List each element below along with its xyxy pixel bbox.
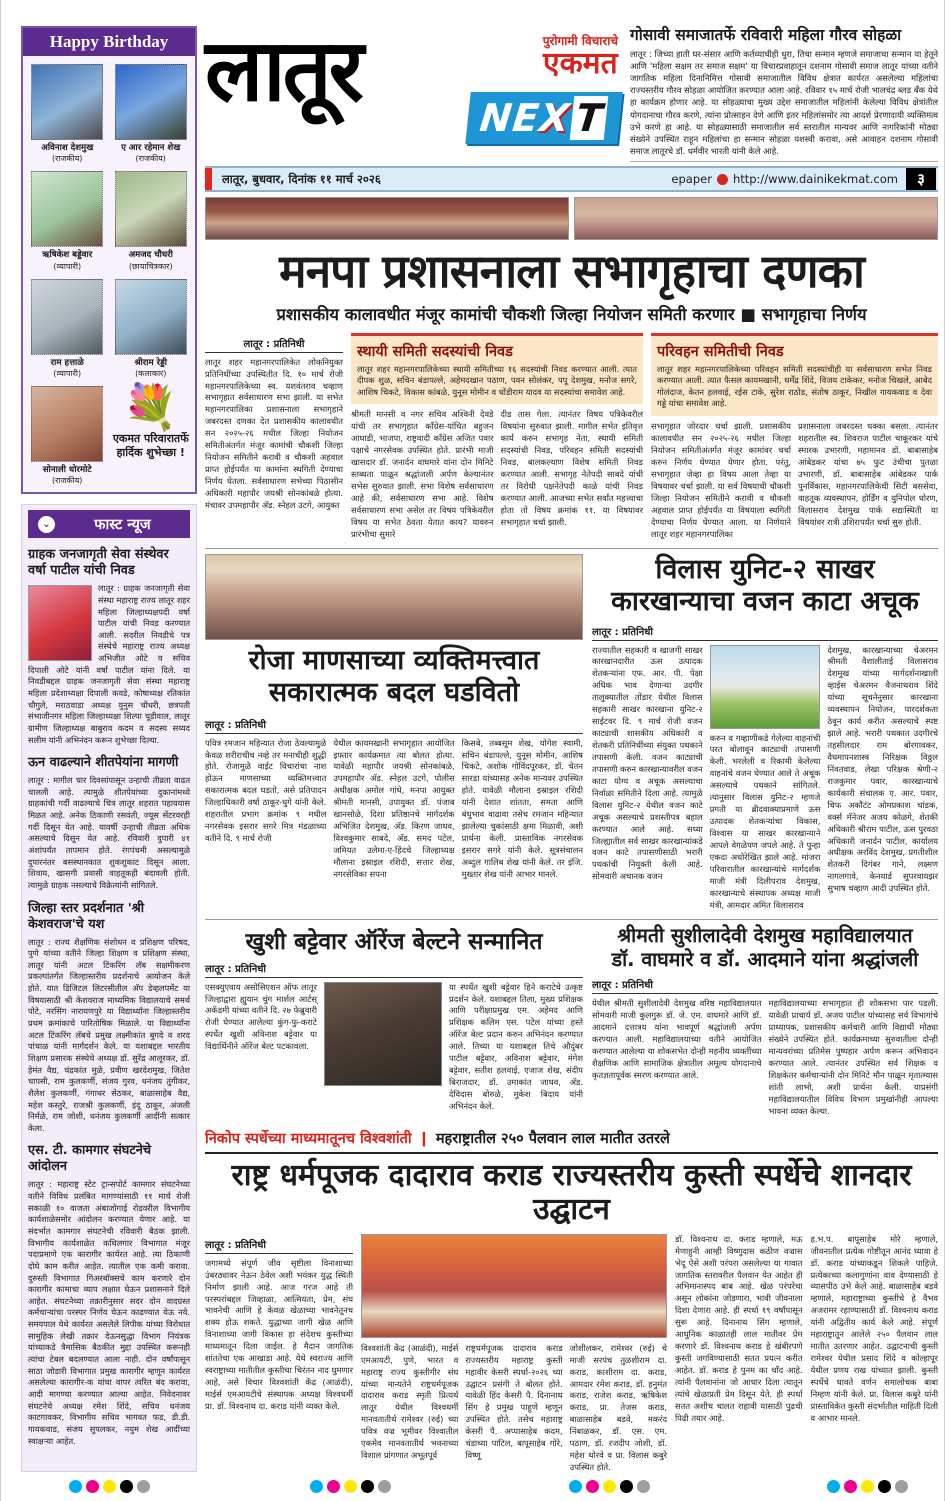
fast-news-body: लातूर : ग्राहक जनजागृती सेवा संस्था महाराष्ट्र राज्य लातूर शहर महिला जिल्हाध्यक्षपदी वर्षा पाटील यांची निवड करण्यात आली. सदरील निवडीचे पत्र संस्थेचे महाराष्ट्र राज्य अध्यक्ष अभिजीत ओटे व सचिव दिपाली ओटे यांनी वर्षा पाटील यांना दिले. या निवडीबद्दल ग्राहक जनजागृती सेवा संस्था महाराष्ट्र महिला प्रदेशाध्यक्षा दिपाली कवडे, कोषाध्यक्ष रतिकांत चौगुले, मराठवाडा अध्यक्ष युनुस चौधरी, छत्रपती संभाजीनगर महिला जिल्हाध्यक्षा शिल्पा चूडीवाल, लातूर ग्रामीण जिल्हाध्यक्ष बाबुराव कदम व सदस्य सय्यद सलीम यांनी अभिनंदन करून शुभेच्छा दिल्या. [28,583,190,745]
story-text: एसक्युएवाय असोसिएशन ऑफ लातूर जिल्हाद्वारा ह्युयान चुंग मार्शल आर्टस् अकॅडमी यांच्या वतीने दि. २७ फेब्रुवारी रोजी घेण्यात आलेल्या कुंग-फु-कराटे स्पर्धेत खुशी अविनाश बट्टेवार या विद्यार्थिनीने ऑरेंज बेल्ट पटकावला. [205,981,318,1052]
byline: लातूर : प्रतिनिधी [205,714,583,734]
story-text: लातूर शहर महानगरपालिकेत लोकनियुक्त प्रतिनिधींच्या उपस्थितीत दि. १० मार्च रोजी महानगरपालिकेच्या स्व. यशवंतराव चव्हाण सभागृहात सर्वसाधारण सभा झाली. या सभेत महानगरपालिका प्रशासनाला सभागृहाने जबरदस्त दणका देत प्रशासकीय कालावधीत सन २०२५-२६ मधील जिल्हा नियोजन समितीअंतर्गत मंजूर कामांची चौकशी जिल्हा नियोजन समितीने करावी व चौकशी अहवाल प्राप्त होईपर्यंत या कामांना स्थगिती देण्याचा निर्णय घेतला. सर्वसाधारण सभेच्या पिठासीन अधिकारी महापौर जयश्री सोनकांबळे होत्या. मंचावर उपमहापौर अ‍ॅड. स्नेहल उटगे, आयुक्त [205,356,343,510]
portrait-photo [31,171,103,247]
newspaper-city-title: लातूर [205,21,361,121]
story-text: डॉ. विश्वनाथ दा. कराड म्हणाले, मऊ मेणाहुनी आम्ही विष्णुदास कठीण वज्रास भेदू ऐसे अशी परंपरा असलेल्या या गावात जागतिक स्तरावरील पैलवान येत आहेत ही अभिमानास्पद बाब आहे. खेळ परंपरेचा असून लोकांना जोडणारा, भावी जीवनाला दिशा देणारा आहे. ही स्पर्धा १९ वर्षांपासून सुरू आहे. दिनानाथ सिंग म्हणाले, आधुनिक काळातही लाल मातीवर प्रेम करणारे डॉ. विश्वनाथ कराड हे खंबीरपणे कुस्ती जगविण्यासाठी सतत प्रयत्न करीत आहेत. डॉ. कराड हे पुनम का चाँद आहे. त्यांनी पैलवानांना जो आधार दिला त्यातून त्यांचे खेळाप्रती प्रेम दिसून येते. ही स्पर्धा सतत अशीच चालत राहावी यासाठी पुढची पिढी तयार आहे. [675,1233,803,1423]
epaper-icon [717,174,728,185]
belt-award-photo [324,982,442,1086]
transport-committee-block [651,333,938,541]
box-body: लातूर शहर महानगरपालिकेच्या स्थायी समितीच्या १६ सदस्यांची निवड करण्यात आली. त्यात दीपक शुळ, सचिन बंडापल्ले, अहेमदखान पठाण, पवन सोलंकर, पपू देशमुख, मनोज सगरे, आशिष चिकटे, विकास कांबळे, युनूस मोमीन व धोंडीराम यादव या सदस्यांचा समावेश आहे. [357,363,637,397]
article-headline [592,924,938,973]
wrestling-photo-block [361,1234,667,1474]
next-logo-ne: NE [477,96,543,140]
article-columns [592,998,938,1117]
dateline: लातूर, बुधवार, दिनांक ११ मार्च २०२६ [222,171,381,186]
person-name: अविनाश देशमुख [41,143,94,153]
print-registration-marks [310,1480,391,1493]
person-name: श्रीराम रेड्डी [134,357,168,368]
story-text: राष्ट्रधर्मपूजक दादाराव कराड राज्यस्तरीय महाराष्ट्र कुस्ती महावीर केसरी स्पर्धा-२०२६ च्या उद्घाटन प्रसंगी ते बोलत होते. यावेळी हिंद केसरी पै. दिनानाथ सिंग हे प्रमुख पाहुणे म्हणून उपस्थित होते. तसेच महाराष्ट्र केसरी पै. अप्पासाहेब कदम, चंडाच्या पाटिल, बापूसाहेब गोरे, विष्णू [465,1342,563,1461]
article-vilas [592,554,938,912]
standing-committee-box [351,333,643,405]
story-text: विश्वशांती केंद्र (आळंदी), माईर्स एमआयटी, पुणे, भारत व महाराष्ट्र राज्य कुस्तीगीर संघ यांच्या मान्यतेने राष्ट्रधर्मपूजक दादाराव कराड स्मृती प्रित्यर्थ लातूर येथील विश्वधर्मी मानवतातीर्थ रामेश्वर (रुई) च्या पवित्र वज्र भूमीवर विश्वातील एकमेव मानवतातीर्थ भवनाच्या विशाल प्रांगणात अभूतपूर्व [361,1342,459,1461]
article-columns [592,645,938,912]
meeting-stage-photo [205,197,569,240]
lead-story-columns [205,333,938,541]
article-gosavi [630,26,938,162]
sugar-factory-photo [710,645,821,729]
article-columns [205,738,583,881]
main-area [205,21,939,1495]
print-registration-marks [21,1472,197,1495]
person-name: सोनाली धोरमोटे [42,464,92,475]
magenta-dot [586,1480,599,1493]
date-bar [205,166,938,192]
story-text: जोशीलकर, रामेश्वर (रुई) चे माजी सरपंच तुळशीराम दा. कराड, काशीराम दा. कराड, आमदार रमेश कराड, डॉ. हनुमंत कराड, राजेश कराड, ऋषिकेश कराड, प्रा. तेजस कराड, बाळासाहेब बडवे, मकरंद निंबाळकर, डॉ. एस. एम. पठाण, डॉ. रजदीप जोशी, डॉ. महेश थोरवे व प्रा. विलास कबुरे उपस्थित होते. [569,1342,667,1473]
bouquet-icon: 💐 [123,381,179,433]
wrestling-article [205,1234,938,1474]
page-number: ३ [906,168,936,190]
birthday-person [28,279,107,379]
fast-news-heading: ऊन वाढल्याने शीतपेयांना मागणी [28,755,179,771]
happy-birthday-title: Happy Birthday [23,28,195,56]
lead-photo-row [205,197,938,240]
birthday-grid [23,56,195,492]
story-text: करुन व गव्हाणीकडे गेलेल्या वाहनांची परत बोलावून काट्याची तपासणी केली. भरलेली व रिकामी केलेल्या वाहनांचे वजन घेण्यात आले ते अचूक असल्याचे पथकाने सांगितले. त्यानुसार विलास युनिट-२ म्हणजे प्रगती या ब्रीदवाक्याप्रमाणे ऊस उत्पादक शेतकऱ्यांचा विकास, विश्वास या साखर कारखान्याने आपले वेगळेपण जपले आहे. ते पुन्हा एकदा अधोरेखित झाले आहे. मांजरा परिवारातील कारखान्यांचे मार्गदर्शक माजी मंत्री दिलीपराव देशमुख, कारखान्याचे संस्थापक अध्यक्ष माजी मंत्री, आमदार अमित विलासराव [709,732,821,910]
byline: लातूर : प्रतिनिधी [205,1234,353,1254]
happy-birthday-box [21,26,197,494]
portrait-photo [115,279,187,355]
black-dot [361,1480,374,1493]
fast-news-body: लातूर : राज्य शैक्षणिक संशोधन व प्रशिक्षण परिषद, पुणे यांच्या वतीने जिल्हा शिक्षण व प्रशिक्षण संस्था, लातूर यांनी अटल टिंकरिंग लॅब सक्षमीकरण प्रकल्पांतर्गत जिल्हास्तरीय प्रदर्शनाचे आयोजन केले होते. यात डिजिटल लिटरसीतील अ‍ॅप डेव्हलपमेंट या विषयासाठी श्री केशवराज माध्यमिक विद्यालयाचे समर्थ पोटे, नरसिंग नारायणपुरे या विद्यार्थ्यांना जिल्हास्तरीय प्रथम क्रमांकाचे पारितोषिक मिळाले. या विद्यार्थ्यांना अटल टिंकरिंग लॅबचे प्रमुख लक्ष्मीकांत बुगदे व शरद पांचाळ यांनी मार्गदर्शन केले. या यशाबद्दल भारतीय शिक्षण प्रसारक संस्थेचे अध्यक्ष डॉ. सुरेंद्र आलूरकर, डॉ. हेमंत वैद्य, चंद्रकांत मुळे, प्रवीण खरदेशमुख, जितेश चापसी, राम कुलकर्णी, संजय गुरव, धनंजय तुंगीकर, शैलेश कुलकर्णी, गंगाधर सेठकर, बाळासाहेब वैद्य, महेश कस्तुरे, राजश्री कुलकर्णी, इंदू ठाकूर, अंजली निर्मळे, राम जोशी, धनंजय कुलकर्णी आदींनी सत्कार केला. [28,936,190,1133]
print-registration-marks [569,1480,650,1493]
person-name: अमजद चौधरी [128,250,173,261]
wrestling-kicker [205,1125,938,1154]
epaper-url[interactable]: http://www.dainikekmat.com [732,172,898,187]
portrait-photo [31,386,103,462]
epaper-block [671,172,906,186]
next-logo-t: T [570,96,609,140]
person-role: (राजकीय) [52,476,83,486]
next-logo-x: X [537,96,572,140]
person-role: (छायाचित्रकार) [128,261,173,271]
headline-line1: श्रीमती सुशीलादेवी देशमुख महाविद्यालयात [617,923,913,947]
next-logo [465,92,622,144]
lead-subheadline: प्रशासकीय कालावधीत मंजूर कामांची चौकशी जिल्हा नियोजन समिती करणार ■ सभागृहाचा निर्णय [276,304,867,324]
yellow-dot [103,1480,116,1493]
gray-dot [378,1480,391,1493]
portrait-photo [115,171,187,247]
story-text: ह.भ.प. बापूसाहेब मोरे म्हणाले, जीवनातील प्रत्येक गोष्टीतून आनंद घ्यावा हे डॉ. कराड यांच्याकडून शिकले पाहिजे. प्रत्येकाच्या कलागुणांना वाव देण्यासाठी हे व्यासपीठ उभे केले आहे. बाळासाहेब बडवे म्हणाले, महाराष्ट्राच्या कुस्तीचे हे वैभव अजरामर रहाण्यासाठी डॉ. विश्वनाथ कराड यांनी अद्वितीय कार्य केले आहे. संपूर्ण महाराष्ट्रातून आलेले २५० पैलवान लाल मातीत उतरणार आहेत. उद्घाटनाची कुस्ती रामेश्वर येथील प्रसाद शिंदे व कोल्हापूर येथील प्रणय राख यांच्यात झाली. कुस्ती स्पर्धेचे धावते वर्णन समालोचक बाबा निम्हण यांनी केले. प्रा. विलास कबुरे यांनी प्रास्ताविकेत कुस्ती संदर्भातील माहिती दिली व आभार मानले. [810,1233,938,1423]
person-role: (राजकीय) [52,154,83,164]
story-two-columns [351,409,643,540]
print-registration-marks [827,1480,908,1493]
birthday-person [112,64,191,164]
black-dot [878,1480,891,1493]
story-mid-col [710,645,821,912]
transport-committee-box [651,333,938,416]
birthday-person [112,279,191,379]
story-text: सभागृहात जोरदार चर्चा झाली. प्रशासकीय कालावधीत सन २०२५-२६ मधील जिल्हा नियोजन समितीअंतर्गत मंजूर कामांवर चर्चा करुन निर्णय घेण्यात येणार होता. परंतु, सभागृहात जेव्हा हा विषय आला तेव्हा या विषयावर चर्चा झाली. या सर्व विषयाची चौकशी जिल्हा नियोजन समितीने करावी व चौकशी अहवाल प्राप्त होईपर्यंत या विषयाला स्थगिती देण्याचा निर्णय घेण्यात आला. या निर्णयाने लातूर शहर महानगरपालिका [651,421,791,539]
wrestling-inauguration-photo [361,1234,667,1338]
wrestling-col1 [205,1234,353,1474]
fast-news-header [28,510,190,538]
article-body: लातूर : जिच्या हाती घर-संसार आणि कर्तव्याचीही धुरा, तिचा सन्मान म्हणजे समाजाचा सन्मान या हेतूने आणि 'महिला सक्षम तर समाज सक्षम' या विचारप्रवाहातून दशनाम गोसावी समाज लातूर यांच्या वतीने जागतिक महिला दिनानिमित्त गोसावी समाजातील विविध क्षेत्रात कार्यरत असलेल्या महिलांचा राज्यस्तरीय गौरव सोहळा आयोजित करण्यात आला आहे. रविवार १५ मार्च रोजी भालचंद्र ब्लड बँक येथे हा कार्यक्रम होणार आहे. या सोहळ्याचा मुख्य उद्देश समाजातील महिलांनी केलेल्या विविध क्षेत्रांतील योगदानाचा गौरव करणे, त्यांना प्रोत्साहन देणे आणि इतर महिलांसमोर त्या आदर्श प्रेरणादायी व्यक्तिमत्व उभे करणे हा आहे. या सोहळ्यासाठी समाजातील सर्व स्तरातील मान्यवर आणि नागरिकांनी मोठ्या संख्येने उपस्थित राहून महिलांचा हा सन्मान सोहळा यशस्वी करावा, असे आवाहन दशनाम गोसावी समाज लातूरचे डॉ. धर्मवीर भारती यांनी केले आहे. [630,48,938,163]
article-columns [361,1343,667,1474]
fast-news-body: लातूर : मागील चार दिवसांपासून उन्हाची तीव्रता वाढत चालली आहे. त्यामुळे शीतपेयांच्या दुकानांमध्ये ग्राहकांची गर्दी वाढल्याचे चित्र लातूर शहरात पहावयास मिळत आहे. अनेक ठिकाणी रसवंती, ज्यूस सेंटरवरही गर्दी दिसून येत आहे. यावर्षी उन्हाची तीव्रता अधिक असल्याचे दिसून येत आहे. रविवारी दुपारी ४१ अंशांपर्यंत तापमान होते. रंगपंचमी असल्यामुळे दुपारनंतर बसस्थानकात शुकशुकाट दिसून आला. शिवाय, खासगी प्रवासी वाहतूकही बंदावली होती. त्यामुळे ग्राहक नसल्याचे विक्रेत्यांनी सांगितले. [28,775,190,890]
portrait-photo [31,64,103,140]
story-text: येथील कायमखानी सभागृहात आयोजित इफ्तार कार्यक्रमात त्या बोलत होत्या. यावेळी महापौर जयश्री सोनकांबळे, उपमहापौर अ‍ॅड. स्नेहल उटगे, पोलीस अधीक्षक अमोल गांधे, मनपा आयुक्त श्रीमती मानसी, उपायुक्त डॉ. पंजाब खानसोळे, दिशा प्रतिष्ठानचे मार्गदर्शक अभिजित देशमुख, अ‍ॅड. किरण जाधव, विश्वकुमार साबदे, अ‍ॅड. समद पटेल, जमियत उलेमा-ए-हिंदचे जिल्हाध्यक्ष मौलाना इस्राइल रशिदी, सत्तार शेख, नगरसेविका सपना [333,737,455,879]
headline-line2: डॉ. वाघमारे व डॉ. आदमाने यांना श्रद्धांजली [611,947,919,971]
fast-news-item [28,755,190,891]
article-roja [205,554,583,912]
cyan-dot [310,1480,323,1493]
fast-news-body-wrap [28,583,190,746]
person-name: ए आर रहेमान शेख [121,143,181,153]
lead-story-col1 [205,333,343,541]
article-sushila [592,924,938,1118]
gray-dot [637,1480,650,1493]
brand-name: एकमत [543,46,618,81]
wrestling-headline: राष्ट्र धर्मपूजक दादाराव कराड राज्यस्तरीय कुस्ती स्पर्धेचे शानदार उद्घाटन [231,1157,912,1228]
audience-hall-photo [574,197,938,240]
birthday-wish: एकमत परिवारातर्फे हार्दिक शुभेच्छा ! [112,431,189,460]
fast-news-item [28,1143,190,1447]
person-name: राम हत्ताळे [50,357,84,368]
story-text: येथील श्रीमती सुशीलादेवी देशमुख वरिष्ठ महाविद्यालयात सोमवारी माजी कुलगुरू डॉ. जे. एम. वाघमारे आणि डॉ. आदमाने दत्तात्रय यांना भावपूर्ण श्रद्धांजली अर्पण करण्यात आली. महाविद्यालयाच्या वतीने आयोजित करण्यात आलेल्या या शोकसभेत दोन्ही महनीय व्यक्तींच्या शैक्षणिक आणि सामाजिक क्षेत्रातील अमूल्य योगदानाचे कृतज्ञतापूर्वक स्मरण करण्यात आले. [592,998,762,1080]
brand-block [543,32,618,79]
person-role: (राजकीय) [135,154,166,164]
person-role: (व्यापारी) [53,261,82,271]
epaper-label: epaper [671,172,712,187]
story-text: दीड तास गेला. त्यानंतर विषय पत्रिकेवरील विषयांना सुरुवात झाली. मागील सभेत इतिवृत्त कार्य करुन सभागृह नेता, स्थायी समिती सदस्यांची निवड, परिवहन समिती सदस्यांची निवड, बालकल्याण विशेष समिती निवड करण्यात आली. सभागृह नेतेपदी साबदे यांची तर विरोधी पक्षनेतेपदी काळे यांची निवड करण्यात आली. आजच्या सभेत सर्वांत महत्त्वाचा होता तो विषय क्रमांक ११. या विषयावर सभागृहात चर्चा झाली. [500,409,643,527]
story-text: देशमुख, कारखान्याच्या चेअरमन श्रीमती वैशालीताई विलासराव देशमुख यांच्या मार्गदर्शनाखाली व्हाईस चेअरमन वैजनाथराव शिंदे यांच्या सूचनेनुसार कारखाना व्यवस्थापन नियोजन, पारदर्शकता ठेवून कार्य करीत असल्याचे स्पष्ट झाले आहे. भरारी पथकात उदगीरचे तहसीलदार राम बोरगावकर, वैधमापनशास्त्र निरिक्षक विठ्ठल निंवतवाड, लेखा परिक्षक श्रेणी-२ राजकुमार पवार, कारखान्याचे कार्यकारी संचालक ए. आर. पवार, चिफ अकौंटंट ओमप्रकाश चांडक, वर्क्स मॅनेजर अजय कोळगे, शेतकी अधिकारी श्रीराम पाटील, ऊस पुरवठा अधिकारी जनार्दन पाटील, कार्यालय अधीक्षक अरविंद देशमुख, प्रगतीशील शेतकरी दिगंबर गाने, लक्ष्मण नागलगावे, केनयार्ड सुपरवायझर सुभाष चव्हाण आदी उपस्थित होते. [827,644,939,894]
red-accent-block [205,168,212,190]
article-headline: विलास युनिट-२ साखर कारखान्याचा वजन काटा अचूक [611,553,919,617]
lead-headline: मनपा प्रशासनाला सभागृहाचा दणका [279,244,864,299]
story-text: राज्यातील सहकारी व खाजगी साखर कारखानदारीत ऊस उत्पादक शेतकऱ्यांना एफ. आर. पी. पेक्षा अधिक भाव देणाऱ्या उदगीर तालुक्यातील तोंडार येथील विलास सहकारी साखर कारखाना युनिट-२ साईटवर दि. ९ मार्च रोजी वजन काट्याची शासकीय अधिकारी व शेतकरी प्रतिनिधींच्या संयुक्त पथकाने तपासणी केली. वजन काट्याची तपासणी करुन कारखान्यावरील वजन काटा योग्य व अचूक असल्याचा निर्वाळा समितीने दिला आहे. त्यामुळे विलास युनिट-२ येथील वजन काटे अचूक असल्याचे प्रशस्तीपत्र बहाल करण्यात आले आहे. सध्या जिल्ह्यातील सर्व साखर कारखान्यांकडे वजन काटे तपासणीसाठी भरारी पथकांची नियुक्ती केली आहे. सोमवारी अचानक वजन [592,644,703,882]
story-text: किसबे, तब्बसूम शेख, योगेश स्वामी, सचिन बंडापल्ले, युनूस मोमीन, आशिष चिकटे, अशोक गोविंदपूरकर, डॉ. चेतन सारडा यांच्यासह अनेक मान्यवर उपस्थित होते. यावेळी मौलाना इस्राइल रशिदी यांनी देशात शांतता, समता आणि बंधुभाव वाढावा तसेच रमजान महिन्यात झालेल्या चुकांसाठी क्षमा मिळावी, अशी प्रार्थना केली. प्रास्ताविक नगरसेवक इसरार सगरे यांनी केले. सूत्रसंचालन अब्दुल गालिब शेख यांनी केले. तर इंजि. मुख्तार शेख यांनी आभार मानले. [461,737,583,879]
magenta-dot [86,1480,99,1493]
box-title: परिवहन समितीची निवड [657,343,784,360]
gray-dot [137,1480,150,1493]
kicker-red-text: निकोप स्पर्धेच्या माध्यमातूनच विश्वशांती [205,1130,412,1147]
fast-news-heading: ग्राहक जनजागृती सेवा संस्थेवर वर्षा पाटील यांची निवड [28,547,169,579]
birthday-person [28,171,107,271]
gray-dot [895,1480,908,1493]
fast-news-item [28,901,190,1135]
box-title: स्थायी समिती सदस्यांची निवड [357,343,513,360]
portrait-photo [31,279,103,355]
box-body: लातूर शहर महानगरपालिकेच्या परिवहन समिती सदस्यांचीही या सर्वसाधारण सभेत निवड करण्यात आली. त्यात फैसल कायमखानी, धर्मेंद्र शिंदे, विजय टाकेकर, मनोज चिखले, आबेद गोलंदाज, केतन हलवाई, रईस टाके, सुरेश राठोड, संतोष ठाकूर, निखील गायकवाड व देवा गड्डे यांचा समावेश आहे. [657,363,932,409]
middle-row [205,548,938,912]
article-khushi [205,924,583,1118]
left-sidebar [21,26,197,1495]
cyan-dot [69,1480,82,1493]
yellow-dot [603,1480,616,1493]
story-text: पवित्र रमजान महिन्यात रोजा ठेवल्यामुळे केवळ शरीराचीच नव्हे तर मनाचीही शुद्धी होते. रोजामुळे वाईट विचारांचा नाश होऊन माणसाच्या व्यक्तिमत्त्वात सकारात्मक बदल घडतो, असे प्रतिपादन जिल्हाधिकारी वर्षा ठाकूर-घुगे यांनी केले. शहरातील प्रभाग क्रमांक ९ मधील नगरसेवक इसरार सगरे मित्र मंडळाच्या वतीने दि. ९ मार्च रोजी [205,737,327,844]
fast-news-section [21,504,197,1472]
cyan-dot [569,1480,582,1493]
kicker-black-text: महराष्ट्रातील २५० पैलवान लाल मातीत उतरले [435,1130,670,1147]
story-text: महाविद्यालयाच्या सभागृहात ही शोकसभा पार पडली. यावेळी प्राचार्य डॉ. अजय पाटील यांच्यासह सर्व विभागांचे प्राध्यापक, प्रशासकीय कर्मचारी आणि विद्यार्थी मोठ्या संख्येने उपस्थित होते. कार्यक्रमाच्या सुरुवातीला दोन्ही मान्यवरांच्या प्रतिमेस पुष्पहार अर्पण करून अभिवादन करण्यात आले. त्यानंतर उपस्थित सर्व शिक्षक व शिक्षकेतर कर्मचाऱ्यांनी दोन मिनिटे मौन पाळून मृतात्म्यास शांती लाभो, अशी प्रार्थना केली. याप्रसंगी महाविद्यालयातील विविध विभाग प्रमुखांनीही आपल्या भावना व्यक्त केल्या. [768,998,938,1116]
yellow-dot [861,1480,874,1493]
cyan-dot [827,1480,840,1493]
masthead [205,21,938,162]
fast-news-heading: जिल्हा स्तर प्रदर्शनात 'श्री केशवराज'चे यश [28,900,145,932]
story-text: श्रीमती मानसी व नगर सचिव अश्विनी देवडे यांची तर सभागृहात काँग्रेस-यांचित बहुजन आघाडी, भाजपा, राष्ट्रवादी काँग्रेस अजित पवार पक्षाचे नगरसेवक उपस्थित होते. प्रारंभी माजी खासदार डॉ. जनार्दन वाघमारे यांना दोन मिनिटे स्तब्धता पाळून श्रद्धांजली अर्पण केल्यानंतर सभेस सुरुवात झाली. सभा विशेष सर्वसाधारण आहे की, सर्वसाधारण सभा आहे. विशेष सर्वसाधारण सभा असेल तर विषय पत्रिकेवरील विषय या सभेत ठेवता येतात काय? यावरुन प्रारंभीचा सुमारे [351,409,494,539]
birthday-person [28,386,107,486]
fast-news-title: फास्ट न्यूज [94,517,151,534]
chevron-double-down-icon: ⌄ [38,516,55,533]
story-text: या स्पर्धेत खुशी बट्टेवार हिने कराटेचे उत्कृष्ट प्रदर्शन केले. यशाबद्दल तिला, मुख्य प्रशिक्षक आणि परीक्षाप्रमुख एम. अहेमद आणि प्रशिक्षक कलिम एस. पटेल यांच्या हस्ते ऑरेंज बेल्ट प्रदान करुन अभिनंदन करण्यात आले. तिच्या या यशाबद्दल तिचे औदुंबर पाटील बट्टेवार, अविनाश बट्टेवार, मंगेश बट्टेवार, सतीश हलवाई, एजाज शेख, संदीप बिराजदार, डॉ. उमाकांत जाधव, अ‍ॅड. देविदास बोरुळे, मुकेश बिदाय यांनी अभिनंदन केले. [449,981,583,1111]
article-columns [205,982,583,1113]
third-row [205,919,938,1118]
magenta-dot [844,1480,857,1493]
article-headline: खुशी बट्टेवार ऑरेंज बेल्टने सन्मानित [245,928,543,955]
magenta-dot [327,1480,340,1493]
story-two-columns [651,421,938,540]
black-dot [120,1480,133,1493]
person-role: (कलाकार) [135,368,167,378]
byline: लातूर : प्रतिनिधी [592,974,938,994]
birthday-person [28,64,107,164]
byline: लातूर : प्रतिनिधी [205,333,343,353]
yellow-dot [344,1480,357,1493]
kicker-separator: ❙ [417,1130,430,1147]
fast-news-body: लातूर : महाराष्ट्र स्टेट ट्रान्सपोर्ट कामगार संघटनेच्या वतीने विविध प्रलंबित मागण्यांसाठी ११ मार्च रोजी सकाळी १० वाजता अंबाजोगाई रोडवरील विभागीय कार्यशाळेसमोर आंदोलन करण्यात येणार आहे. या संदर्भात कामगार संघटनेची रविवारी बैठक झाली. विभागीय कार्यशाळेत कथिलगार विभागात मंजूर पदाप्रमाणे एक कारागीर कार्यरत आहे. त्या ठिकाणी दोघे काम करीत आहेत. त्यातील एक कमी करावा. दुरुस्ती विभागात गिअरबॉक्सचे काम करणारे दोन कारागीर कामाचा व्याप लक्षात घेऊन प्रशासनाने दिले आहेत. संघटनेच्या तक्रारीनुसार सदर दोन वादग्रस्त कर्मचाऱ्यांचा परस्पर निर्णय घेऊन काढण्यात येऊ नये. समयपाल येथे कार्यरत असलेले लिपीक यांच्या विरोधात सामुहिक लेखी तक्रार देऊनसुद्धा विभाग नियंत्रक यांच्याकडे त्रैमासिक बैठकीत मुद्दा उपस्थित करूनही त्यांचा टेबल बदलण्यात आला नाही. दोन वर्षांपासून साठा जोडारी विभागात प्रमुख कारागीर म्हणून कार्यरत असलेल्या कारागीर-क यांचा वापर त्वरित बंद करावा, आदी मागण्या करण्यात आल्या आहेत. निवेदनावर संघटनेचे अध्यक्ष रमेश शिंदे, सचिव धनंजय काटगावकर, विभागीय सचिव भागवत फड, डी.डी. गायकवाड, संजय सुपलकर, नयुम शेख आदींच्या स्वाक्षऱ्या आहेत. [28,1179,190,1446]
story-text: प्रशासनाला जबरदस्त धक्का बसला. त्यानंतर शहरातील स्व. शिवराज पाटील चाकूरकर यांचे स्मारक उभारणी, महामानव डॉ. बाबासाहेब आंबेडकर यांचा ७५ फुट उंचीचा पुतळा उभारणी, डॉ. बाबासाहेब आंबेडकर पार्क पुनर्विकास, महानगरपालिकेची सिटी बससेवा, वाहतूक व्यवस्थापन, होर्डिंग व युनिपोल धोरण, विलासराव देशमुख पार्क सद्यःस्थिती या विषयांवर रात्री उशिरापर्यंत चर्चा सुरु होती. [798,421,938,527]
iftar-event-photo [205,554,583,640]
person-name: ऋषिकेश बड्डेवार [42,250,93,261]
varsha-patil-photo [28,585,92,661]
brand-tagline: पुरोगामी विचाराचे [542,34,618,48]
byline: लातूर : प्रतिनिधी [205,958,583,978]
story-text: जगामध्ये संपूर्ण जीव सृष्टीला विनाशाच्या उंबरठ्यावर नेऊन ठेवेल अशी भयंकर युद्ध स्थिती निर्माण झाली आहे. आज गरज आहे ती परस्परांबद्दल जिव्हाळा, आत्मियता, प्रेम, संघ भावनेची आणि हे केवळ खेळाच्या भावनेतूनच शक्य होऊ शकते. युद्धाच्या जागी खेळ आणि विनाशाच्या जागी विकास हा संदेशच कुस्तीच्या माध्यमातून दिला जाईल. हे मैदान जागतिक शांततेचा एक आखाडा आहे. येथे स्वराज्य आणि स्वराष्ट्राच्या मातीतील कुस्तीचा चिरंतन नाद घुमणार आहे, असे विचार विश्वशांती केंद्र (आळंदी), माईर्स एमआयटीचे संस्थापक अध्यक्ष विश्वधर्मी प्रा. डॉ. विश्वनाथ दा. कराड यांनी व्यक्त केले. [205,1257,353,1411]
birthday-person [112,171,191,271]
byline: लातूर : प्रतिनिधी [592,621,938,641]
birthday-wish-cell [112,381,191,486]
article-headline: गोसावी समाजातर्फे रविवारी महिला गौरव सोहळा [630,26,902,44]
portrait-photo [115,64,187,140]
person-role: (व्यापारी) [53,368,82,378]
standing-committee-block [351,333,643,541]
article-headline: रोजा माणसाच्या व्यक्तिमत्त्वात सकारात्मक बदल घडवितो [248,644,540,709]
fast-news-item [28,547,190,746]
masthead-left [205,21,620,162]
fast-news-heading: एस. टी. कामगार संघटनेचे आंदोलन [28,1143,152,1175]
black-dot [620,1480,633,1493]
print-registration-row [205,1474,938,1495]
